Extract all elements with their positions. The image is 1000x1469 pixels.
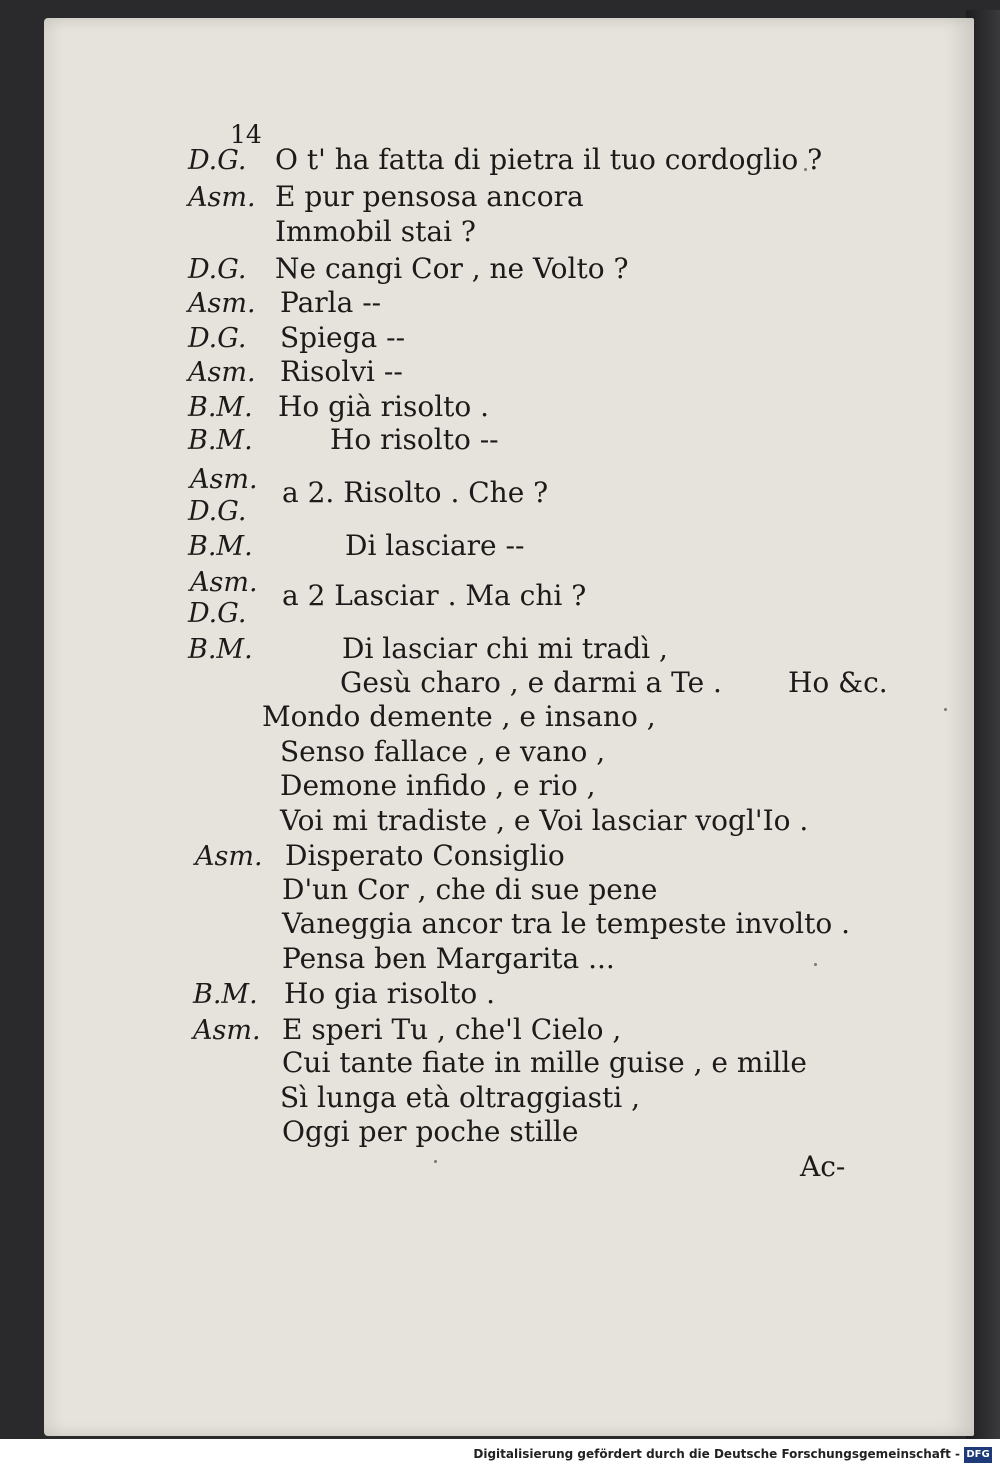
- verse-line: Senso fallace , e vano ,: [280, 735, 606, 768]
- verse-line: Disperato Consiglio: [285, 839, 565, 872]
- verse-line: Demone infido , e rio ,: [280, 769, 596, 802]
- dfg-logo: DFG: [964, 1447, 992, 1463]
- verse-line: Di lasciare --: [345, 529, 525, 562]
- speaker-label: D.G.: [188, 496, 247, 527]
- verse-line: a 2 Lasciar . Ma chi ?: [282, 579, 587, 612]
- verse-line: Cui tante fiate in mille guise , e mille: [282, 1046, 807, 1079]
- speaker-label: Asm.: [195, 841, 263, 872]
- speaker-label: Asm.: [190, 464, 258, 495]
- verse-line: E speri Tu , che'l Cielo ,: [282, 1013, 622, 1046]
- verse-line: Pensa ben Margarita ...: [282, 942, 615, 975]
- speaker-label: D.G.: [188, 323, 247, 354]
- speaker-label: D.G.: [188, 254, 247, 285]
- verse-line: Ho gia risolto .: [284, 977, 496, 1010]
- speaker-label: B.M.: [188, 634, 253, 665]
- verse-line: Voi mi tradiste , e Voi lasciar vogl'Io .: [280, 804, 809, 837]
- speaker-label: D.G.: [188, 145, 247, 176]
- verse-line: Di lasciar chi mi tradì ,: [342, 632, 668, 665]
- verse-line: Gesù charo , e darmi a Te .: [340, 666, 722, 699]
- verse-line: Ho già risolto .: [278, 390, 490, 423]
- footer-credit: Digitalisierung gefördert durch die Deutsche Forschungsgemeinschaft -: [473, 1447, 960, 1461]
- verse-line: Vaneggia ancor tra le tempeste involto .: [282, 907, 851, 940]
- page-number: 14: [230, 120, 262, 149]
- verse-line: D'un Cor , che di sue pene: [282, 873, 658, 906]
- speaker-label: Asm.: [188, 357, 256, 388]
- speaker-label: B.M.: [193, 979, 258, 1010]
- verse-line: a 2. Risolto . Che ?: [282, 476, 549, 509]
- speaker-label: Asm.: [190, 567, 258, 598]
- verse-line: Parla --: [280, 286, 382, 319]
- verse-line: E pur pensosa ancora: [275, 180, 584, 213]
- verse-line: Oggi per poche stille: [282, 1115, 579, 1148]
- speaker-label: Asm.: [188, 182, 256, 213]
- speaker-label: Asm.: [188, 288, 256, 319]
- verse-line: Sì lunga età oltraggiasti ,: [280, 1081, 641, 1114]
- verse-line: Mondo demente , e insano ,: [262, 700, 656, 733]
- speaker-label: Asm.: [193, 1015, 261, 1046]
- speaker-label: B.M.: [188, 531, 253, 562]
- catchword: Ac-: [800, 1150, 846, 1183]
- speaker-label: D.G.: [188, 598, 247, 629]
- footer-bar: [0, 1439, 1000, 1469]
- verse-line: Spiega --: [280, 321, 406, 354]
- speaker-label: B.M.: [188, 425, 253, 456]
- verse-line: Risolvi --: [280, 355, 403, 388]
- speaker-label: B.M.: [188, 392, 253, 423]
- verse-line: Ne cangi Cor , ne Volto ?: [275, 252, 629, 285]
- verse-line: O t' ha fatta di pietra il tuo cordoglio ?: [275, 143, 823, 176]
- refrain-marker: Ho &c.: [788, 666, 888, 699]
- verse-line: Ho risolto --: [330, 423, 499, 456]
- verse-line: Immobil stai ?: [275, 215, 476, 248]
